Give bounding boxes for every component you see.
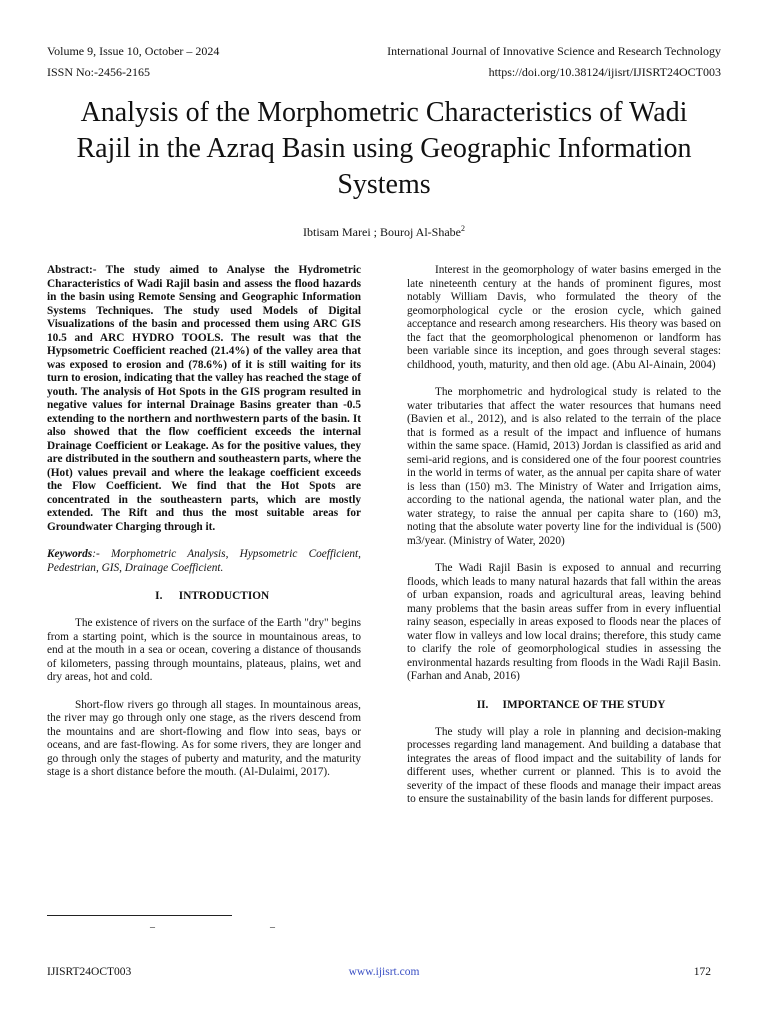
keywords-text: Morphometric Analysis, Hypsometric Coefficient, Pedestrian, GIS, Drainage Coefficient. [47, 548, 361, 574]
paragraph: The existence of rivers on the surface of the Earth "dry" begins from a starting point, which is the source in mountainous areas, to end at the mouth in a sea or ocean, covering a distance of thousands of kilometers, passing through mountains, plateaus, plains, wet and dry areas, hot and cold. [47, 617, 361, 683]
author-names: Ibtisam Marei ; Bouroj Al-Shabe [303, 225, 461, 239]
footnote-mark: – [270, 922, 275, 933]
section-number: I. [155, 590, 163, 602]
footer-article-id: IJISRT24OCT003 [47, 966, 132, 978]
keywords [47, 548, 361, 575]
left-column [47, 264, 361, 780]
keywords-label: Keywords [47, 548, 93, 560]
section-heading-importance [407, 698, 721, 712]
journal-name: International Journal of Innovative Science and Research Technology [387, 44, 721, 58]
footnote-rule [47, 915, 232, 916]
page-number: 172 [693, 966, 711, 978]
footnote-mark: – [150, 922, 155, 933]
paragraph: The morphometric and hydrological study is related to the water tributaries that affect the water resources that humans need (Bavien et al., 2012), and is also related to the terrain of the place that is formed as a result of the impact and influence of humans within the same space. (Hamid, 2013) Jordan is classified as arid and semi-arid regions, and is considered one of the four poorest countries in the world in terms of water, as the annual per capita share of water is less than (150) m3. The Ministry of Water and Irrigation aims, according to the national agenda, the national water plan, and the water strategy, to raise the annual per capita share to (160) m3, noting that the absolute water poverty line for the individual is (500) m3/year. (Ministry of Water, 2020) [407, 386, 721, 547]
authors [0, 222, 768, 239]
right-column [407, 264, 721, 807]
paragraph: Short-flow rivers go through all stages. In mountainous areas, the river may go through only one stage, as the rivers descend from the mountains and are short-flowing and flow into seas, bays or oceans, and are fast-flowing. As for some rivers, they are longer and go through only the stages of puberty and maturity, and the maturity stage is a short distance before the mouth. (Al-Dulaimi, 2017). [47, 698, 361, 778]
paragraph: The Wadi Rajil Basin is exposed to annual and recurring floods, which leads to many natural hazards that fall within the areas of urban expansion, roads and agricultural areas, leaving behind many problems that the basin areas suffer from in every influential rainy season, especially in areas exposed to floods near the places of water flow in valleys and low local drains; therefore, this study came to clarify the role of geomorphological studies in assessing the environmental hazards resulting from floods in the Wadi Rajil Basin. (Farhan and Anab, 2016) [407, 562, 721, 682]
keywords-sep: :- [92, 548, 100, 560]
abstract: Abstract:- The study aimed to Analyse the Hydrometric Characteristics of Wadi Rajil basin and assess the flood hazards in the basin using Remote Sensing and Geographic Information Systems Techniques. The study used Models of Digital Visualizations of the basin and processed them using ARC GIS 10.5 and ARC HYDRO TOOLS. The result was that the Hypsometric Coefficient reached (21.4%) of the valley area that was exposed to erosion and (78.6%) of it is still waiting for its turn to erosion, indicating that the valley has reached the stage of youth. The analysis of Hot Spots in the GIS program resulted in negative values for internal Drainage Basins greater than -0.5 extending to the northern and northwestern parts of the basin. It also showed that the flow coefficient exceeds the internal Drainage Coefficient or Leakage. As for the positive values, they are distributed in the southern and southeastern parts, where the (Hot) values prevail and where the leakage coefficient exceeds the Flow Coefficient. We find that the Hot Spots are concentrated in the southeastern parts, which are mostly extended. The Rift and thus the most suitable areas for Groundwater Charging through it. [47, 264, 362, 533]
section-title: IMPORTANCE OF THE STUDY [502, 698, 666, 711]
section-heading-introduction [47, 589, 361, 603]
section-number: II. [476, 698, 489, 711]
section-title: INTRODUCTION [178, 590, 270, 602]
footer-website-link[interactable]: www.ijisrt.com [348, 966, 420, 978]
volume-info: Volume 9, Issue 10, October – 2024 [47, 44, 220, 58]
issn: ISSN No:-2456-2165 [47, 65, 151, 79]
paragraph: The study will play a role in planning and decision-making processes regarding land management. And building a database that integrates the areas of flood impact and the suitability of lands for different uses, whether current or planned. This is to avoid the severity of the impact of these floods and manage their impact areas to ensure the sustainability of the basin lands for different purposes. [407, 725, 721, 805]
paper-title: Analysis of the Morphometric Characteristics of Wadi Rajil in the Azraq Basin using Geographic Information Systems [76, 97, 692, 200]
doi-link[interactable]: https://doi.org/10.38124/ijisrt/IJISRT24OCT003 [488, 65, 721, 79]
author-superscript: 2 [460, 224, 465, 233]
paragraph: Interest in the geomorphology of water basins emerged in the late nineteenth century at the hands of prominent figures, most notably William Davis, who formulated the theory of the geomorphological cycle or the erosion cycle, which gained acceptance and research among researchers. His theory was based on the fact that the geomorphological phenomenon or landform has been variable since its inception, and goes through several stages: childhood, youth, maturity, and then old age. (Abu Al-Ainain, 2004) [407, 264, 721, 371]
